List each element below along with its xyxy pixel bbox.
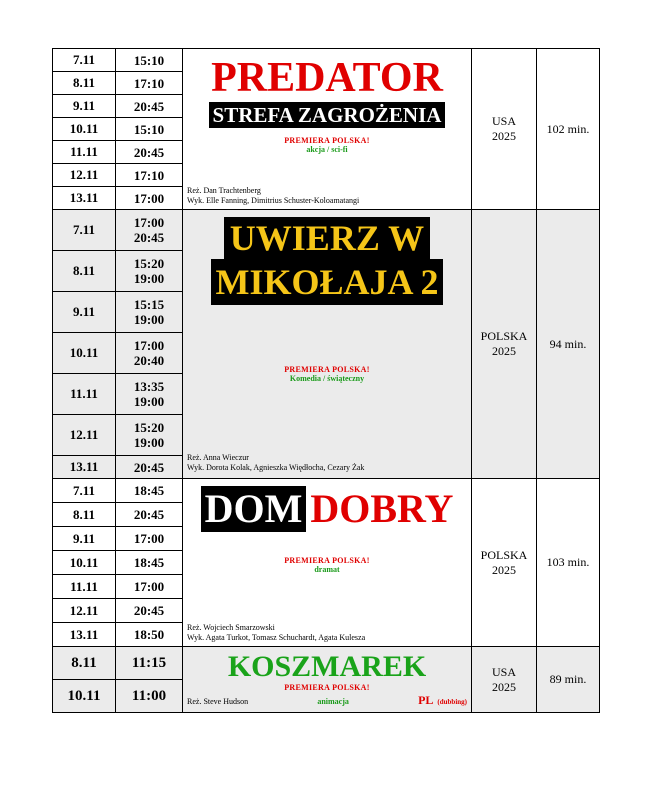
date-cell: 10.11: [53, 551, 116, 575]
time-2: 19:00: [133, 394, 165, 409]
time-2: 19:00: [133, 312, 165, 327]
date-cell: 11.11: [53, 374, 116, 415]
country-cell: [472, 647, 537, 713]
cast-text: Wyk. Dorota Kolak, Agnieszka Więdłocha, Cezary Żak: [187, 463, 365, 472]
time-2: 20:45: [133, 230, 165, 245]
date-cell: 9.11: [53, 292, 116, 333]
movie-title: KOSZMAREK: [227, 649, 427, 683]
time-cell: [116, 333, 183, 374]
table-row: [53, 49, 600, 72]
date-cell: 11.11: [53, 575, 116, 599]
length-cell: 103 min.: [537, 479, 600, 647]
time-1: 13:35: [133, 379, 165, 394]
table-row: [53, 210, 600, 251]
date-cell: 8.11: [53, 503, 116, 527]
premiere-label: PREMIERA POLSKA!: [284, 135, 370, 145]
time-1: 15:15: [133, 297, 165, 312]
time-cell: 20:45: [116, 503, 183, 527]
movie-title-part-2: DOBRY: [310, 485, 454, 531]
time-cell: 15:10: [116, 49, 183, 72]
cast-text: Wyk. Elle Fanning, Dimitrius Schuster-Koloamatangi: [187, 195, 360, 205]
date-cell: 9.11: [53, 95, 116, 118]
movie-title-cell: [183, 210, 472, 479]
time-1: 17:00: [133, 338, 165, 353]
time-cell: 17:10: [116, 72, 183, 95]
time-cell: 18:45: [116, 479, 183, 503]
genre-label: animacja: [317, 696, 349, 706]
credits: [187, 186, 359, 206]
country-text: POLSKA: [480, 547, 528, 562]
time-cell: 18:50: [116, 623, 183, 647]
movie-title-cell: [183, 49, 472, 210]
country-cell: [472, 479, 537, 647]
date-cell: 7.11: [53, 210, 116, 251]
movie-title-cell: [183, 479, 472, 647]
date-cell: 10.11: [53, 333, 116, 374]
genre-label: akcja / sci-fi: [306, 144, 348, 154]
country-text: USA: [491, 114, 516, 128]
director-text: Reż. Anna Wieczur: [187, 453, 249, 462]
time-cell: 18:45: [116, 551, 183, 575]
time-cell: [116, 210, 183, 251]
movie-subtitle: STREFA ZAGROŻENIA: [209, 102, 446, 128]
time-1: 15:20: [133, 420, 165, 435]
date-cell: 8.11: [53, 251, 116, 292]
cast-text: Wyk. Agata Turkot, Tomasz Schuchardt, Agata Kulesza: [187, 632, 366, 642]
time-cell: 20:45: [116, 599, 183, 623]
country-cell: [472, 49, 537, 210]
time-cell: 20:45: [116, 141, 183, 164]
director-text: Reż. Wojciech Smarzowski: [187, 622, 275, 632]
year-text: 2025: [492, 679, 516, 694]
table-row: [53, 647, 600, 680]
year-text: 2025: [492, 344, 516, 358]
genre-label: dramat: [314, 564, 340, 574]
time-1: 15:20: [133, 256, 165, 271]
date-cell: 10.11: [53, 118, 116, 141]
time-cell: 20:45: [116, 456, 183, 479]
time-2: 19:00: [133, 271, 165, 286]
date-cell: 12.11: [53, 164, 116, 187]
time-cell: [116, 374, 183, 415]
length-cell: 102 min.: [537, 49, 600, 210]
date-cell: 8.11: [53, 72, 116, 95]
movie-title-cell: [183, 647, 472, 713]
time-1: 17:00: [133, 215, 165, 230]
date-cell: 13.11: [53, 456, 116, 479]
date-cell: 11.11: [53, 141, 116, 164]
date-cell: 7.11: [53, 49, 116, 72]
premiere-label: PREMIERA POLSKA!: [284, 365, 370, 374]
time-cell: 11:15: [116, 647, 183, 680]
time-2: 20:40: [133, 353, 165, 368]
date-cell: 13.11: [53, 623, 116, 647]
version-label: [418, 691, 467, 709]
time-cell: 15:10: [116, 118, 183, 141]
date-cell: 8.11: [53, 647, 116, 680]
time-cell: 17:10: [116, 164, 183, 187]
time-cell: 17:00: [116, 187, 183, 210]
date-cell: 13.11: [53, 187, 116, 210]
time-cell: [116, 292, 183, 333]
version-main: PL: [418, 692, 434, 707]
country-text: POLSKA: [480, 329, 528, 343]
movie-title-part-1: DOM: [201, 486, 307, 532]
year-text: 2025: [492, 562, 516, 577]
country-cell: [472, 210, 537, 479]
movie-title: PREDATOR: [211, 54, 443, 101]
year-text: 2025: [492, 129, 516, 143]
movie-title-line-2: MIKOŁAJA 2: [211, 259, 442, 305]
time-cell: 17:00: [116, 575, 183, 599]
time-cell: 17:00: [116, 527, 183, 551]
time-cell: 20:45: [116, 95, 183, 118]
time-cell: [116, 251, 183, 292]
premiere-label: PREMIERA POLSKA!: [284, 555, 370, 565]
date-cell: 12.11: [53, 599, 116, 623]
date-cell: 12.11: [53, 415, 116, 456]
country-text: USA: [491, 664, 516, 679]
movie-title-line-1: UWIERZ W: [224, 217, 430, 259]
credits: [187, 453, 364, 473]
time-2: 19:00: [133, 435, 165, 450]
time-cell: [116, 415, 183, 456]
credits: [187, 623, 365, 643]
genre-label: Komedia / świąteczny: [289, 374, 365, 383]
date-cell: 9.11: [53, 527, 116, 551]
date-cell: 7.11: [53, 479, 116, 503]
credits-row: [187, 691, 467, 709]
director-text: Reż. Steve Hudson: [187, 696, 249, 706]
premiere-label: PREMIERA POLSKA!: [284, 682, 370, 692]
length-cell: 89 min.: [537, 647, 600, 713]
schedule-table: [52, 48, 600, 713]
director-text: Reż. Dan Trachtenberg: [187, 185, 261, 195]
time-cell: 11:00: [116, 680, 183, 713]
version-note: (dubbing): [437, 697, 467, 706]
date-cell: 10.11: [53, 680, 116, 713]
table-row: [53, 479, 600, 503]
length-cell: 94 min.: [537, 210, 600, 479]
